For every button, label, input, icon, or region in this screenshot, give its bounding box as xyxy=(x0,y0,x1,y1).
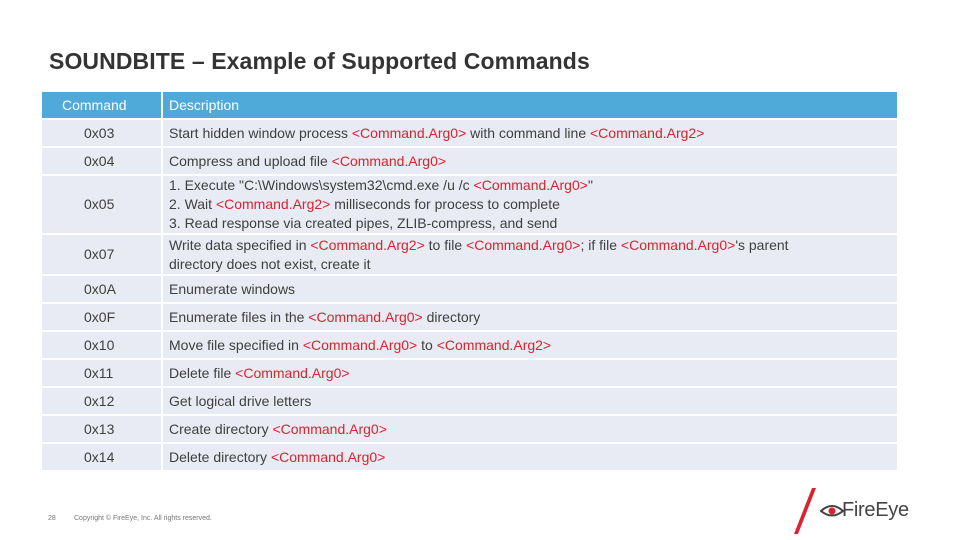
command-description-cell xyxy=(163,416,897,444)
commands-table-body xyxy=(42,120,897,472)
description-line xyxy=(169,392,887,411)
description-text: Start hidden window process xyxy=(169,124,352,141)
description-line xyxy=(169,420,887,439)
page-number: 28 xyxy=(48,515,56,522)
description-text: Enumerate windows xyxy=(169,280,296,297)
description-text: 1. Execute "C:\Windows\system32\cmd.exe /u /c xyxy=(169,177,474,193)
column-header-command: Command xyxy=(42,92,163,120)
command-code-cell: 0x07 xyxy=(42,235,163,276)
description-text: ; if file xyxy=(580,236,621,253)
description-line xyxy=(169,214,887,233)
argument-placeholder: <Command.Arg0> xyxy=(473,177,588,193)
description-text: " xyxy=(587,177,593,193)
description-text: Delete directory xyxy=(169,448,271,465)
argument-placeholder: <Command.Arg2> xyxy=(215,196,331,212)
description-line xyxy=(169,280,887,299)
description-text: 's parent xyxy=(735,236,789,253)
description-text: directory does not exist, create it xyxy=(169,255,371,272)
command-description-cell xyxy=(163,360,897,388)
command-code-cell: 0x03 xyxy=(42,120,163,148)
argument-placeholder: <Command.Arg0> xyxy=(620,236,736,253)
argument-placeholder: <Command.Arg0> xyxy=(466,236,581,253)
command-code-cell: 0x05 xyxy=(42,176,163,235)
description-text: 3. Read response via created pipes, ZLIB-compress, and send xyxy=(169,215,558,231)
command-description-cell xyxy=(163,332,897,360)
description-line xyxy=(169,336,887,355)
command-description-cell xyxy=(163,276,897,304)
description-line xyxy=(169,124,887,143)
description-text: Compress and upload file xyxy=(169,152,332,169)
table-row xyxy=(42,360,897,388)
command-description-cell xyxy=(163,176,897,235)
description-text: Move file specified in xyxy=(169,336,303,353)
table-row xyxy=(42,332,897,360)
slide-title: SOUNDBITE – Example of Supported Commands xyxy=(49,48,590,74)
description-line xyxy=(169,152,887,171)
command-description-cell xyxy=(163,148,897,176)
table-row xyxy=(42,304,897,332)
argument-placeholder: <Command.Arg2> xyxy=(310,236,425,253)
commands-table xyxy=(42,92,897,472)
command-description-cell xyxy=(163,304,897,332)
description-text: 2. Wait xyxy=(169,196,216,212)
description-text: Get logical drive letters xyxy=(169,392,312,409)
description-text: Create directory xyxy=(169,420,273,437)
argument-placeholder: <Command.Arg0> xyxy=(331,152,447,169)
description-line xyxy=(169,236,887,255)
command-code-cell: 0x0F xyxy=(42,304,163,332)
description-line xyxy=(169,195,887,214)
table-row xyxy=(42,276,897,304)
fireeye-eye-icon xyxy=(820,499,844,521)
argument-placeholder: <Command.Arg0> xyxy=(302,336,418,353)
command-description-cell xyxy=(163,235,897,276)
description-line xyxy=(169,255,887,274)
description-text: milliseconds for process to complete xyxy=(330,196,560,212)
argument-placeholder: <Command.Arg2> xyxy=(436,336,552,353)
table-row xyxy=(42,388,897,416)
column-header-description: Description xyxy=(163,92,897,120)
argument-placeholder: <Command.Arg0> xyxy=(351,124,467,141)
command-code-cell: 0x14 xyxy=(42,444,163,472)
description-line xyxy=(169,176,887,195)
table-row xyxy=(42,120,897,148)
description-text: to xyxy=(417,336,437,353)
description-line xyxy=(169,308,887,327)
table-row xyxy=(42,416,897,444)
command-code-cell: 0x13 xyxy=(42,416,163,444)
table-row xyxy=(42,235,897,276)
command-description-cell xyxy=(163,120,897,148)
argument-placeholder: <Command.Arg2> xyxy=(590,124,705,141)
argument-placeholder: <Command.Arg0> xyxy=(270,448,386,465)
description-line xyxy=(169,364,887,383)
logo-wordmark: FireEye xyxy=(842,499,909,521)
description-line xyxy=(169,448,887,467)
fireeye-logo xyxy=(792,486,932,536)
table-header-row xyxy=(42,92,897,120)
command-description-cell xyxy=(163,444,897,472)
table-row xyxy=(42,176,897,235)
table-row xyxy=(42,444,897,472)
argument-placeholder: <Command.Arg0> xyxy=(272,420,387,437)
command-code-cell: 0x10 xyxy=(42,332,163,360)
description-text: to file xyxy=(424,236,467,253)
command-description-cell xyxy=(163,388,897,416)
command-code-cell: 0x12 xyxy=(42,388,163,416)
command-code-cell: 0x0A xyxy=(42,276,163,304)
table-row xyxy=(42,148,897,176)
description-text: Enumerate files in the xyxy=(169,308,309,325)
description-text: directory xyxy=(422,308,481,325)
description-text: Write data specified in xyxy=(169,236,311,253)
argument-placeholder: <Command.Arg0> xyxy=(308,308,423,325)
command-code-cell: 0x04 xyxy=(42,148,163,176)
argument-placeholder: <Command.Arg0> xyxy=(235,364,350,381)
copyright-notice: Copyright © FireEye, Inc. All rights reserved. xyxy=(74,515,212,522)
command-code-cell: 0x11 xyxy=(42,360,163,388)
description-text: Delete file xyxy=(169,364,236,381)
description-text: with command line xyxy=(466,124,590,141)
